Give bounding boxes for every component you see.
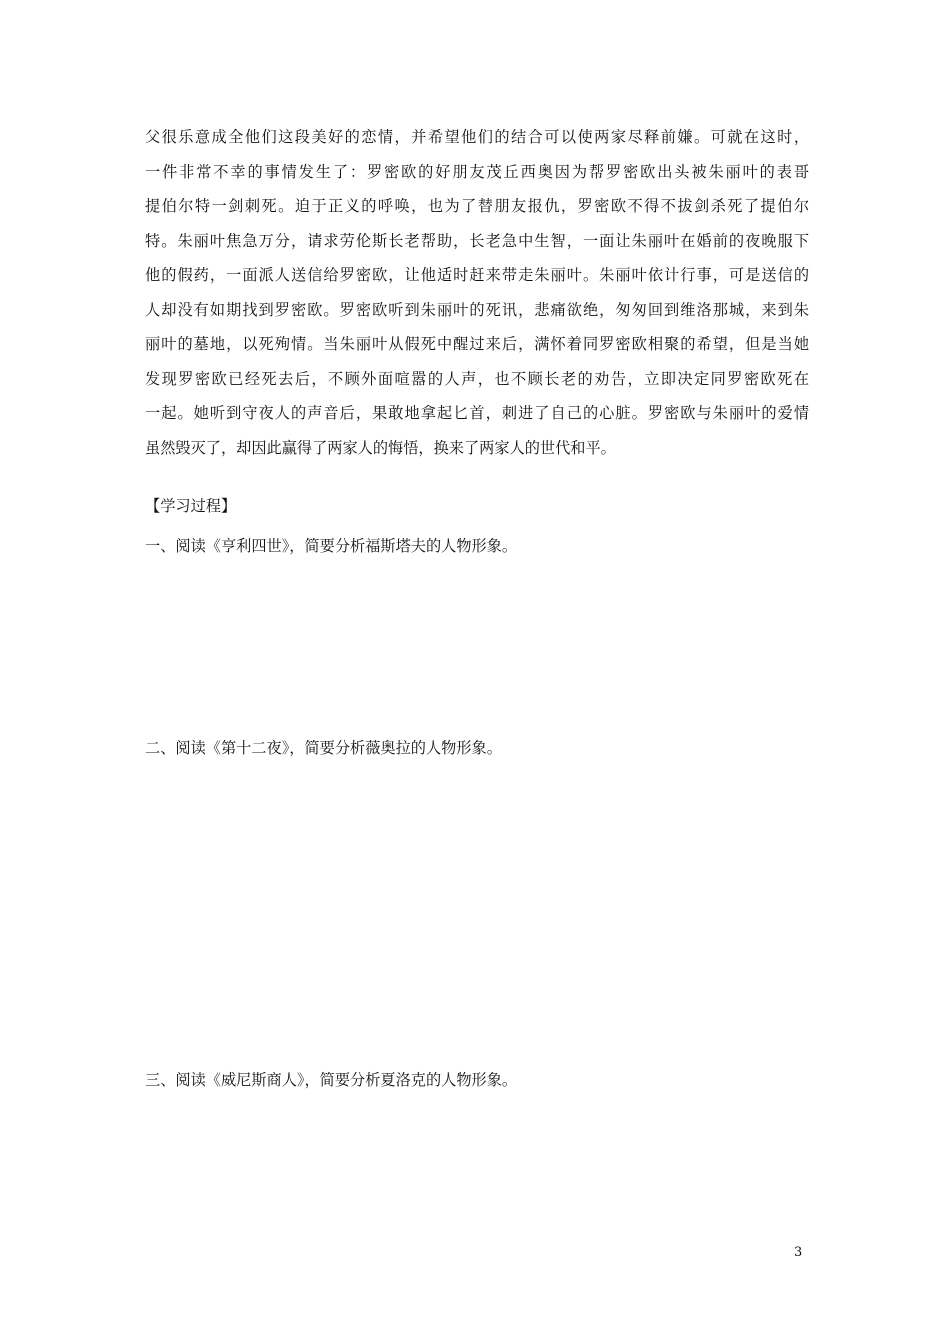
paragraph-line: 发现罗密欧已经死去后，不顾外面喧嚣的人声，也不顾长老的劝告，立即决定同罗密欧死在 [145,369,809,388]
question-3: 三、阅读《威尼斯商人》，简要分析夏洛克的人物形象。 [145,1071,518,1089]
paragraph-line: 特。朱丽叶焦急万分，请求劳伦斯长老帮助，长老急中生智，一面让朱丽叶在婚前的夜晚服下 [145,231,809,250]
story-paragraph [145,120,809,465]
paragraph-line: 虽然毁灭了，却因此赢得了两家人的悔悟，换来了两家人的世代和平。 [145,438,616,457]
paragraph-line: 一起。她听到守夜人的声音后，果敢地拿起匕首，刺进了自己的心脏。罗密欧与朱丽叶的爱情 [145,404,809,422]
page-number: 3 [794,1245,803,1260]
paragraph-line: 父很乐意成全他们这段美好的恋情，并希望他们的结合可以使两家尽释前嫌。可就在这时， [145,128,809,146]
paragraph-line: 一件非常不幸的事情发生了：罗密欧的好朋友茂丘西奥因为帮罗密欧出头被朱丽叶的表哥 [145,162,809,181]
paragraph-line: 人却没有如期找到罗密欧。罗密欧听到朱丽叶的死讯，悲痛欲绝，匆匆回到维洛那城，来到朱 [145,300,809,319]
paragraph-line: 提伯尔特一剑刺死。迫于正义的呼唤，也为了替朋友报仇，罗密欧不得不拔剑杀死了提伯尔 [145,197,809,215]
question-2: 二、阅读《第十二夜》，简要分析薇奥拉的人物形象。 [145,739,502,757]
paragraph-line: 丽叶的墓地，以死殉情。当朱丽叶从假死中醒过来后，满怀着同罗密欧相聚的希望，但是当她 [145,335,809,353]
paragraph-line: 他的假药，一面派人送信给罗密欧，让他适时赶来带走朱丽叶。朱丽叶依计行事，可是送信的 [145,266,809,284]
section-title: 【学习过程】 [145,497,237,515]
question-1: 一、阅读《亨利四世》，简要分析福斯塔夫的人物形象。 [145,537,518,555]
